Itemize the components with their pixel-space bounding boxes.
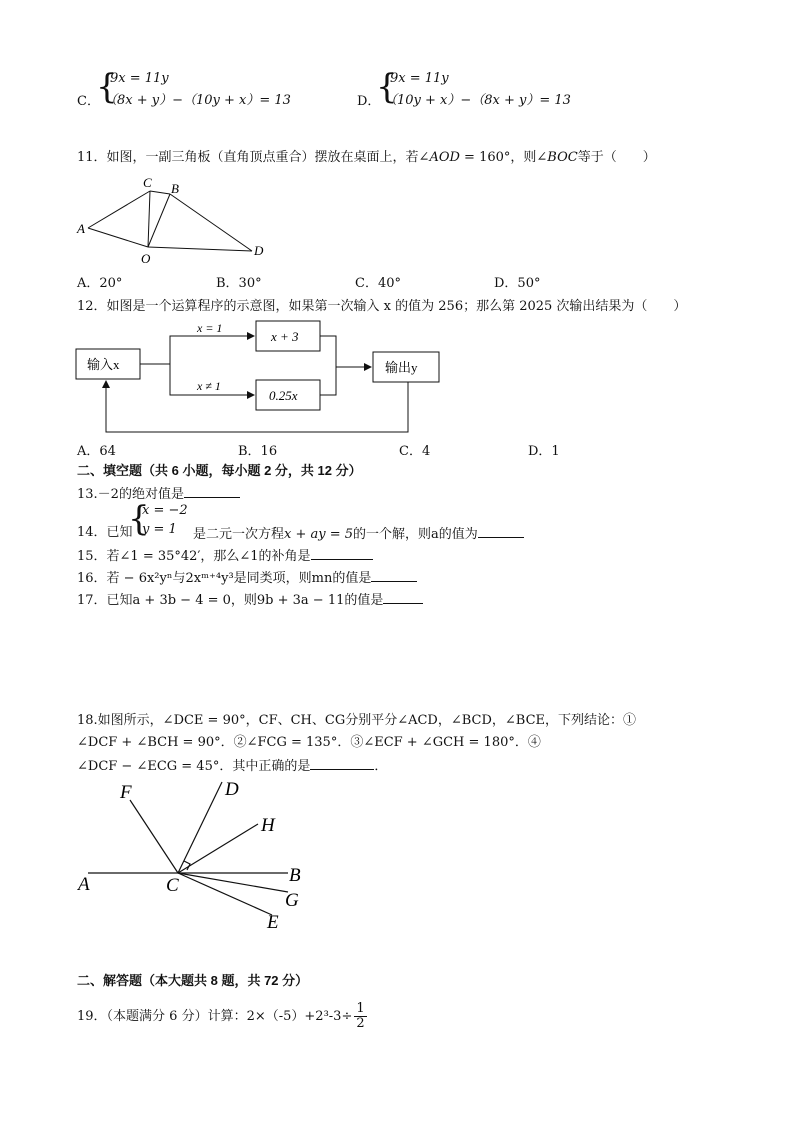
q13-blank xyxy=(184,485,240,498)
q14-eq1: x = −2 xyxy=(142,503,188,518)
q18-ray-ce xyxy=(178,873,272,915)
q11-label-b: B xyxy=(171,181,179,196)
q11-option-b: B．30° xyxy=(216,276,262,291)
q14-brace: { xyxy=(128,499,150,539)
q11-line-cb xyxy=(150,191,170,194)
q18-label-c: C xyxy=(166,875,179,896)
q12-output-label: 输出y xyxy=(385,360,418,375)
q17-blank xyxy=(383,591,423,604)
q18-ray-cg xyxy=(178,873,288,892)
q11-line-bo xyxy=(148,194,170,247)
q12-box-top-label: x + 3 xyxy=(271,329,299,344)
q12-option-b: B．16 xyxy=(238,444,278,459)
q18-blank xyxy=(310,757,374,770)
section-fill-in-title: 二、填空题（共 6 小题，每小题 2 分，共 12 分） xyxy=(77,463,362,478)
q13: 13.－2的绝对值是 xyxy=(77,485,240,503)
section-answer-title: 二、解答题（本大题共 8 题，共 72 分） xyxy=(77,973,309,988)
q10-option-d-eq2: （10y + x）−（8x + y）= 13 xyxy=(384,93,571,108)
q18-line3: ∠DCF − ∠ECG = 45°．其中正确的是 ． xyxy=(77,759,388,774)
q10-option-d-eq1: 9x = 11y xyxy=(390,71,449,86)
q18-figure xyxy=(70,770,330,940)
q11-line-bd xyxy=(170,194,252,251)
q11-option-a: A．20° xyxy=(77,276,123,291)
q19: 19．（本题满分 6 分）计算：2×（-5）+2³-3÷ $\frac{1}{2}$ xyxy=(77,1001,365,1031)
q10-option-d-label: D． xyxy=(357,94,381,109)
q12-stem: 12．如图是一个运算程序的示意图，如果第一次输入 x 的值为 256；那么第 2025 次输出结果为（ ） xyxy=(77,299,687,314)
q12-flowchart xyxy=(70,318,450,440)
q11-line-co xyxy=(148,191,150,247)
q18-label-f: F xyxy=(120,782,132,803)
q12-arrow-loop xyxy=(106,381,408,432)
q15: 15．若∠1 = 35°42′，那么∠1的补角是 xyxy=(77,547,373,565)
q12-arrow-eq xyxy=(140,336,254,364)
q12-merge xyxy=(320,336,336,395)
q11-line-ac xyxy=(88,191,150,228)
q12-cond-neq: x ≠ 1 xyxy=(197,379,221,393)
q11-option-c: C．40° xyxy=(355,276,401,291)
q17: 17．已知a + 3b − 4 = 0，则9b + 3a − 11的值是 xyxy=(77,591,423,609)
q14-eq2: y = 1 xyxy=(142,522,177,537)
q16-blank xyxy=(371,569,417,582)
q11-label-a: A xyxy=(77,221,85,236)
q18-label-h: H xyxy=(261,815,275,836)
q10-option-c-brace: { xyxy=(96,67,118,107)
q18-line2: ∠DCF + ∠BCH = 90°．②∠FCG = 135°．③∠ECF + ∠GCH = 180°．④ xyxy=(77,735,541,750)
q14-rest: 是二元一次方程x + ay = 5的一个解，则a的值为 xyxy=(193,525,524,543)
q18-line1: 18.如图所示，∠DCE = 90°，CF、CH、CG分别平分∠ACD，∠BCD，∠BCE，下列结论：① xyxy=(77,713,637,728)
q14-pre: 14．已知 xyxy=(77,525,133,540)
q14-blank xyxy=(478,525,524,538)
q12-option-d: D．1 xyxy=(528,444,560,459)
q12-option-a: A．64 xyxy=(77,444,116,459)
q11-figure xyxy=(70,172,280,268)
q11-line-ao xyxy=(88,228,148,247)
q18-label-g: G xyxy=(285,890,299,911)
q10-option-c-label: C． xyxy=(77,94,100,109)
q18-label-d: D xyxy=(225,779,239,800)
q18-ray-cf xyxy=(130,800,178,873)
q12-cond-eq: x = 1 xyxy=(197,321,223,335)
q18-label-e: E xyxy=(267,912,279,933)
q15-blank xyxy=(311,547,373,560)
q11-label-c: C xyxy=(143,175,152,190)
q10-option-c-eq1: 9x = 11y xyxy=(110,71,169,86)
q12-box-bottom-label: 0.25x xyxy=(269,388,298,403)
q10-option-c-eq2: （8x + y）−（10y + x）= 13 xyxy=(104,93,291,108)
q10-option-d-brace: { xyxy=(376,67,398,107)
q18-label-a: A xyxy=(78,874,90,895)
q18-label-b: B xyxy=(289,865,301,886)
q16: 16．若 − 6x²yⁿ与2xᵐ⁺⁴y³是同类项，则mn的值是 xyxy=(77,569,417,587)
q12-input-label: 输入x xyxy=(87,357,120,372)
q11-stem: 11．如图，一副三角板（直角顶点重合）摆放在桌面上，若∠AOD = 160°，则∠BOC等于（ ） xyxy=(77,150,656,165)
q11-line-od xyxy=(148,247,252,251)
q12-option-c: C．4 xyxy=(399,444,431,459)
q11-option-d: D．50° xyxy=(494,276,541,291)
q19-fraction: $\frac{1}{2}$ xyxy=(356,1001,365,1031)
q11-label-d: D xyxy=(254,243,264,258)
q11-label-o: O xyxy=(141,251,151,266)
